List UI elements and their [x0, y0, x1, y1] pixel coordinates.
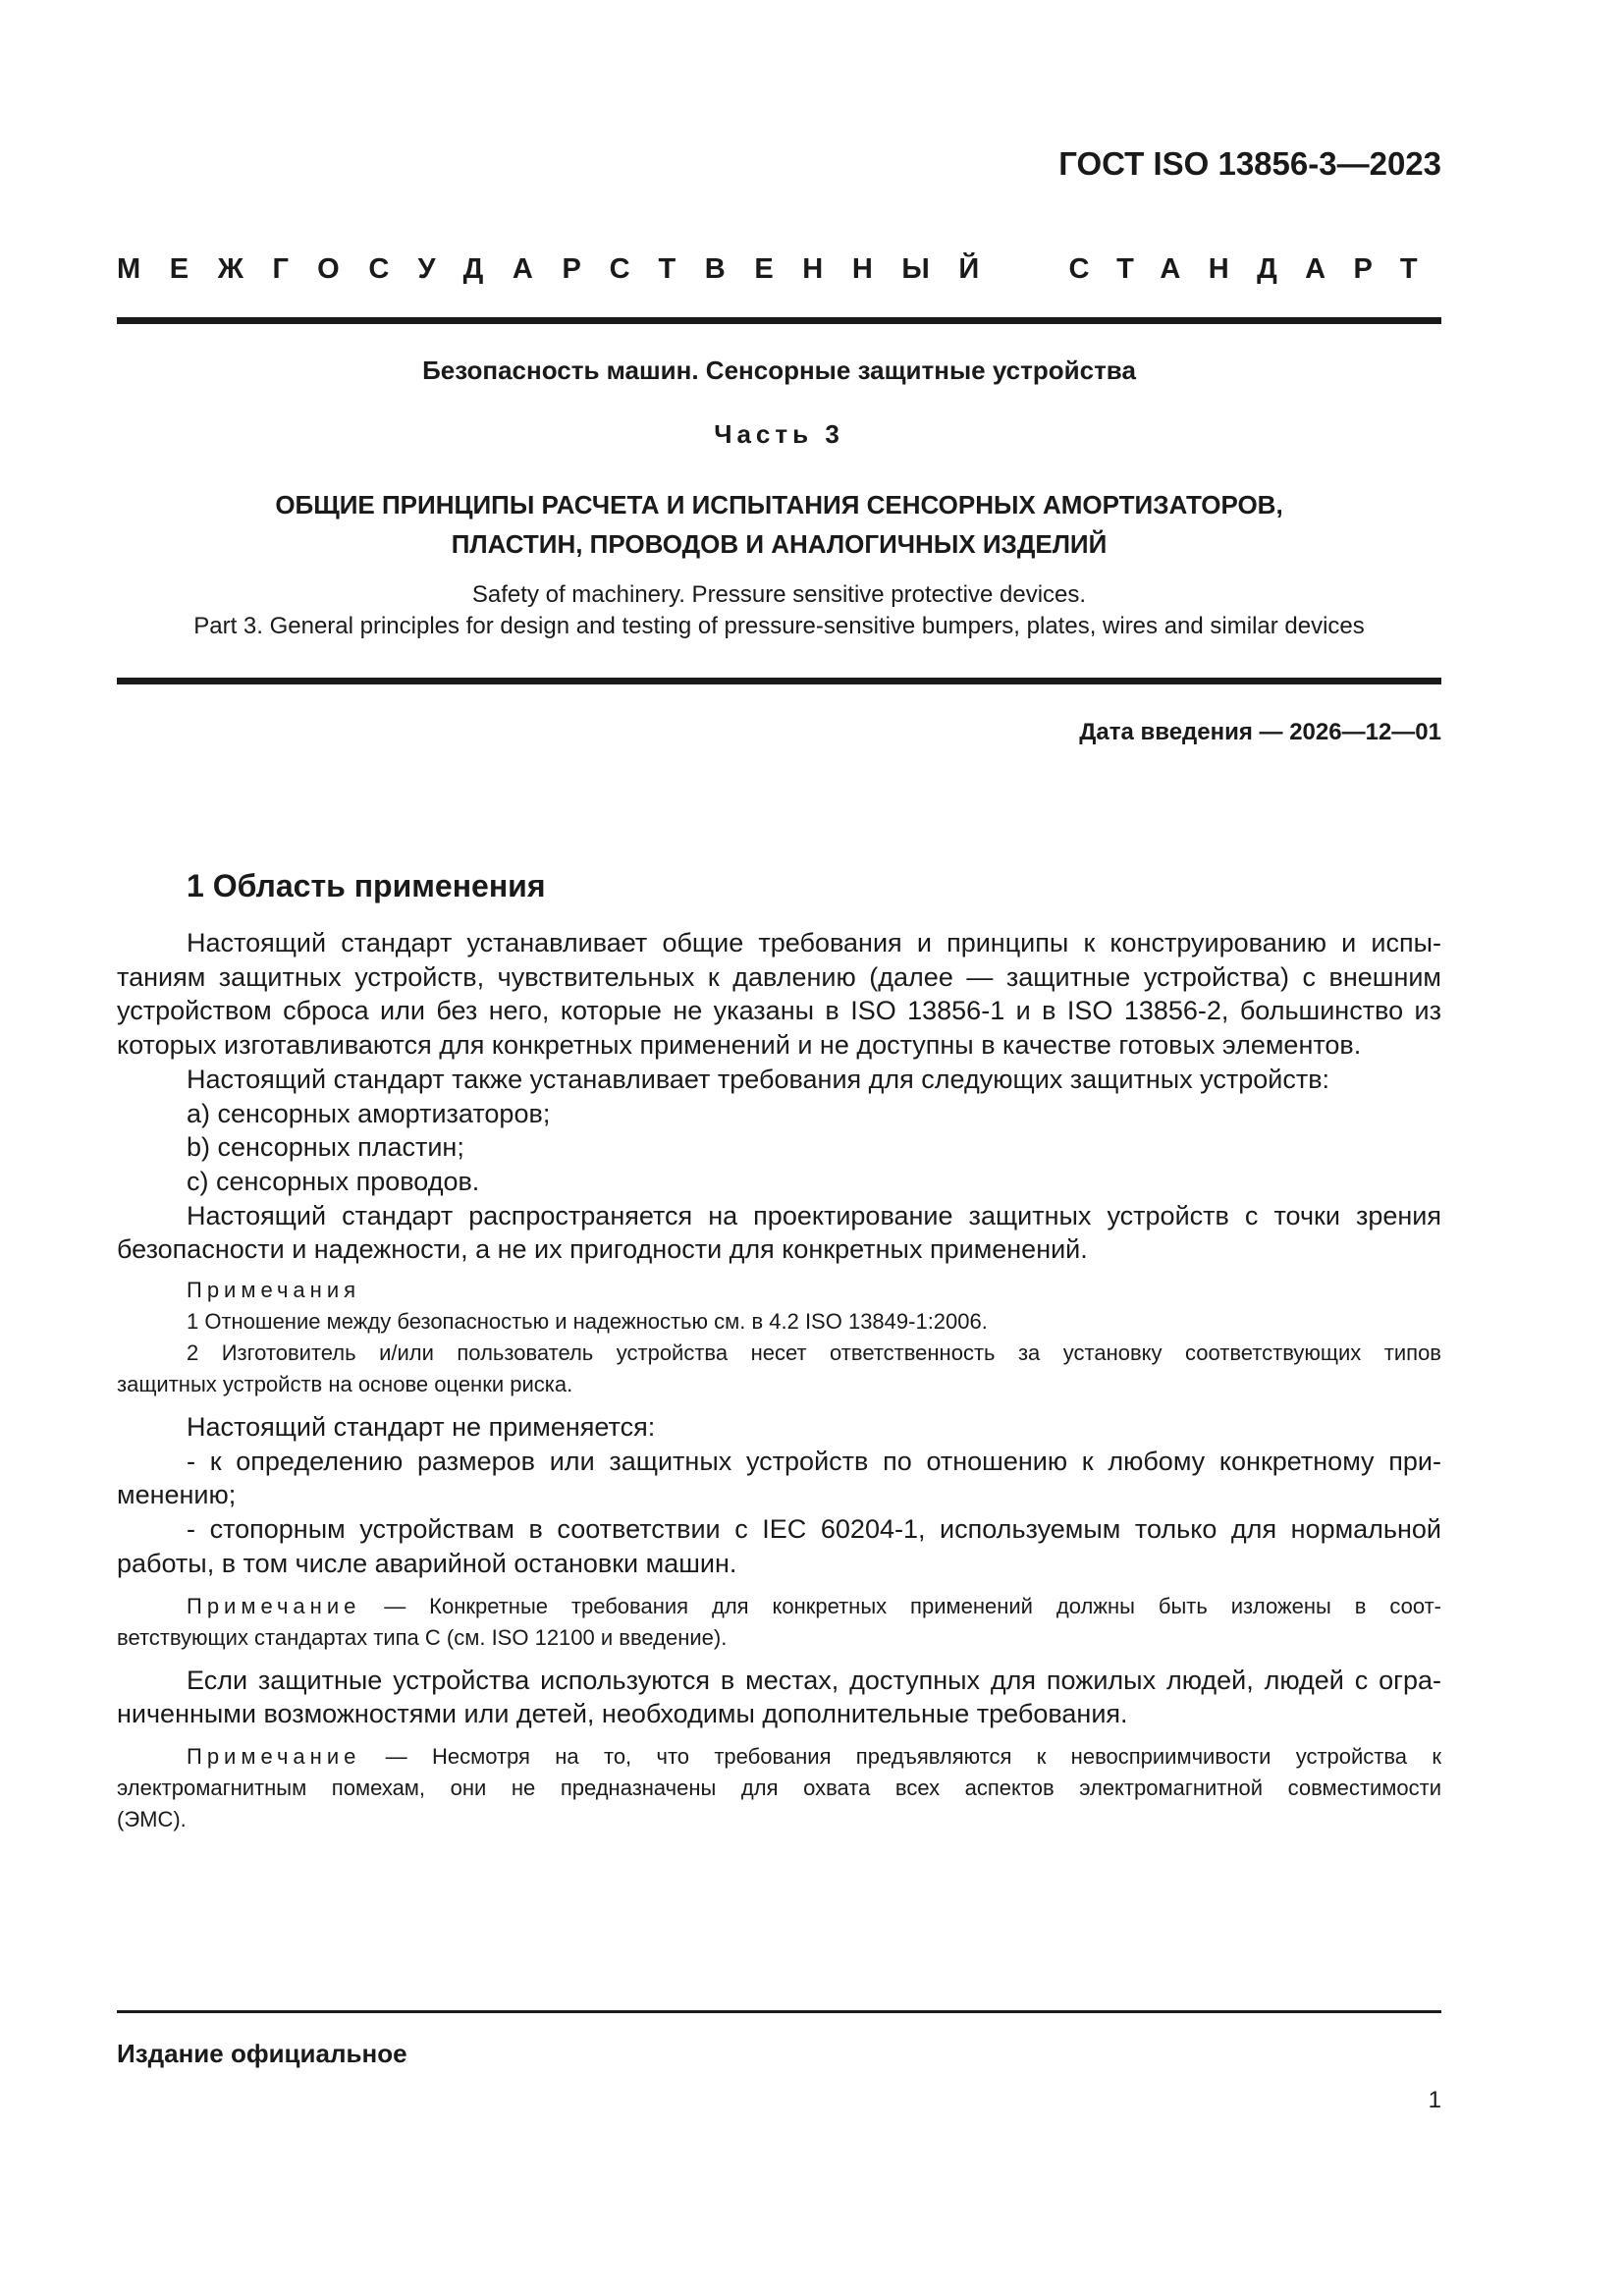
note-label: Примечание	[187, 1593, 361, 1618]
note-line: электромагнитным помехам, они не предназначены для охвата всех аспектов электромагнитной совместимости	[117, 1775, 1441, 1800]
title-rule	[117, 678, 1441, 684]
note-line: 1 Отношение между безопасностью и надежностью см. в 4.2 ISO 13849-1:2006.	[187, 1309, 988, 1335]
part-number: Часть 3	[714, 419, 844, 449]
list-item: a) сенсорных амортизаторов;	[187, 1098, 551, 1128]
note-line: ветствующих стандартах типа С (см. ISO 12100 и введение).	[117, 1624, 728, 1650]
header-rule	[117, 317, 1441, 324]
list-item: b) сенсорных пластин;	[187, 1132, 464, 1163]
part-title-line: ОБЩИЕ ПРИНЦИПЫ РАСЧЕТА И ИСПЫТАНИЯ СЕНСОРНЫХ АМОРТИЗАТОРОВ,	[275, 490, 1283, 519]
note-line: 2 Изготовитель и/или пользователь устройства несет ответственность за установку соответствующих типов	[187, 1340, 1441, 1366]
banner-right-word: СТАНДАРТ	[1068, 253, 1445, 285]
english-title-line: Safety of machinery. Pressure sensitive protective devices.	[471, 581, 1087, 608]
note-line: защитных устройств на основе оценки риска.	[117, 1372, 573, 1397]
dash-item-line: работы, в том числе аварийной остановки машин.	[117, 1548, 737, 1578]
note-line	[117, 1591, 1441, 1622]
paragraph-line: устройством сброса или без него, которые не указаны в ISO 13856-1 и в ISO 13856-2, большинство из	[117, 996, 1441, 1026]
section-heading: 1 Область применения	[187, 868, 546, 903]
paragraph-line: таниям защитных устройств, чувствительных к давлению (далее — защитные устройства) с внешним	[117, 961, 1441, 992]
footer-rule	[117, 2010, 1441, 2013]
note-line: (ЭМС).	[117, 1806, 187, 1831]
note-text: — Конкретные требования для конкретных применений должны быть изложены в соот-	[360, 1593, 1441, 1618]
notes-block	[117, 1275, 1441, 1400]
paragraph: Настоящий стандарт не применяется:	[187, 1412, 656, 1443]
standard-title: Безопасность машин. Сенсорные защитные устройства	[422, 355, 1136, 385]
introduction-date: Дата введения — 2026—12—01	[1079, 719, 1441, 745]
list-item: c) сенсорных проводов.	[187, 1166, 480, 1196]
note-line	[117, 1741, 1441, 1773]
part-title	[117, 485, 1441, 564]
page-number: 1	[1428, 2087, 1441, 2113]
banner-left-word: МЕЖГОСУДАРСТВЕННЫЙ	[117, 253, 1008, 285]
paragraph: Настоящий стандарт также устанавливает требования для следующих защитных устройств:	[187, 1064, 1330, 1094]
paragraph-line: которых изготавливаются для конкретных применений и не доступны в качестве готовых элементов.	[117, 1030, 1362, 1061]
dash-item-line: - стопорным устройствам в соответствии с IEC 60204-1, используемым только для нормальной	[187, 1514, 1441, 1545]
paragraph-line: Настоящий стандарт устанавливает общие требования и принципы к конструированию и испы-	[187, 928, 1441, 957]
official-edition-label: Издание официальное	[117, 2039, 407, 2068]
note-label: Примечание	[187, 1743, 361, 1769]
note-text: — Несмотря на то, что требования предъявляются к невосприимчивости устройства к	[360, 1743, 1441, 1769]
dash-item-line: менению;	[117, 1480, 237, 1510]
document-code: ГОСТ ISO 13856-3—2023	[1058, 145, 1441, 182]
section-body	[117, 926, 1441, 1835]
english-title-line: Part 3. General principles for design and testing of pressure-sensitive bumpers, plates, wires and similar devices	[193, 613, 1365, 639]
notes-label: Примечания	[187, 1278, 361, 1303]
part-title-line: ПЛАСТИН, ПРОВОДОВ И АНАЛОГИЧНЫХ ИЗДЕЛИЙ	[451, 529, 1108, 559]
note-block	[117, 1741, 1441, 1835]
english-title	[117, 579, 1441, 642]
paragraph-line: безопасности и надежности, а не их пригодности для конкретных применений.	[117, 1234, 1088, 1265]
paragraph-line: Если защитные устройства используются в местах, доступных для пожилых людей, людей с огра-	[187, 1665, 1441, 1695]
note-block	[117, 1591, 1441, 1654]
paragraph-line: ниченными возможностями или детей, необходимы дополнительные требования.	[117, 1699, 1128, 1729]
dash-item-line: - к определению размеров или защитных устройств по отношению к любому конкретному при-	[187, 1446, 1441, 1476]
paragraph-line: Настоящий стандарт распространяется на проектирование защитных устройств с точки зрения	[187, 1200, 1441, 1230]
